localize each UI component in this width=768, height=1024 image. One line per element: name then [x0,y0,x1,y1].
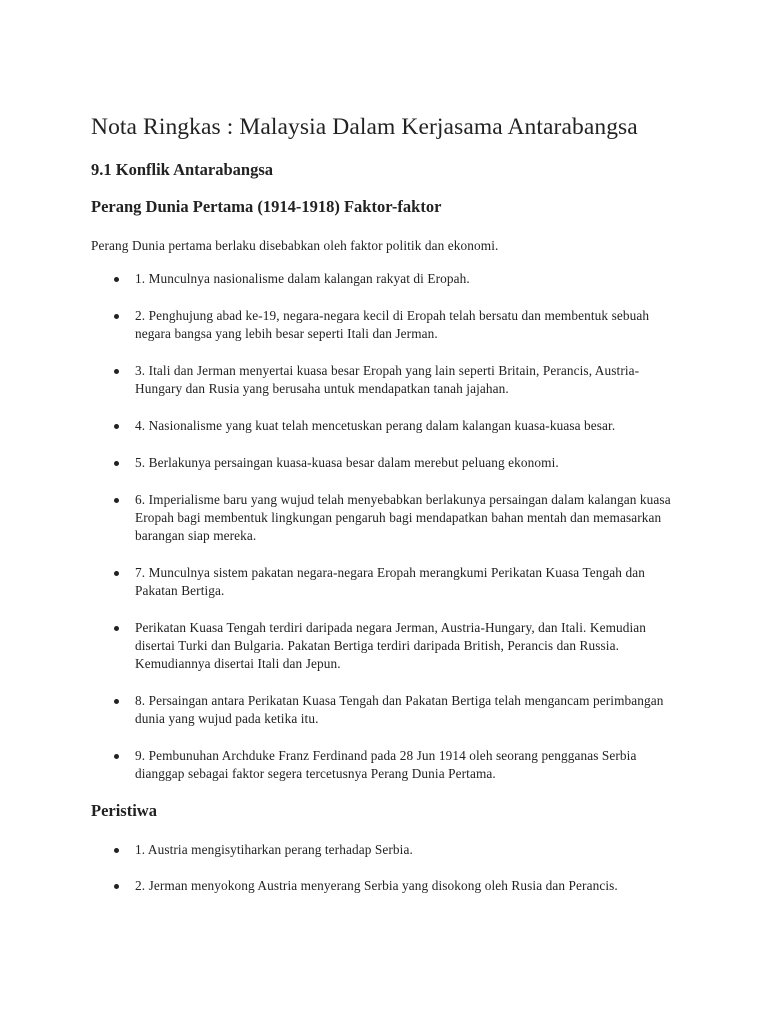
list-item [91,877,676,895]
events-heading: Peristiwa [91,801,157,820]
list-item [91,564,676,600]
list-item [91,491,676,545]
bullet-icon [114,277,119,282]
bullet-icon [114,699,119,704]
list-item [91,417,676,435]
list-item [91,692,676,728]
list-item-text: 9. Pembunuhan Archduke Franz Ferdinand pada 28 Jun 1914 oleh seorang pengganas Serbia dianggap sebagai faktor segera tercetusnya Perang Dunia Pertama. [135,748,637,781]
list-item [91,307,676,343]
list-item-text: 8. Persaingan antara Perikatan Kuasa Tengah dan Pakatan Bertiga telah mengancam perimbangan dunia yang wujud pada ketika itu. [135,693,664,726]
bullet-icon [114,754,119,759]
factors-list [91,270,676,783]
bullet-icon [114,314,119,319]
subsection-heading: Perang Dunia Pertama (1914-1918) Faktor-faktor [91,197,442,216]
bullet-icon [114,626,119,631]
bullet-icon [114,369,119,374]
list-item-text: Perikatan Kuasa Tengah terdiri daripada negara Jerman, Austria-Hungary, dan Itali. Kemudian disertai Turki dan Bulgaria. Pakatan Bertiga terdiri daripada British, Perancis dan Russia. Kemudiannya disertai Itali dan Jepun. [135,620,647,671]
list-item [91,270,676,288]
section-heading: 9.1 Konflik Antarabangsa [91,160,273,179]
list-item [91,747,676,783]
list-item-text: 7. Munculnya sistem pakatan negara-negara Eropah merangkumi Perikatan Kuasa Tengah dan Pakatan Bertiga. [135,565,645,598]
list-item [91,454,676,472]
document-title: Nota Ringkas : Malaysia Dalam Kerjasama Antarabangsa [91,114,638,140]
bullet-icon [114,571,119,576]
list-item-text: 3. Itali dan Jerman menyertai kuasa besar Eropah yang lain seperti Britain, Perancis, Austria-Hungary dan Rusia yang berusaha untuk mendapatkan tanah jajahan. [135,363,640,396]
list-item-text: 2. Jerman menyokong Austria menyerang Serbia yang disokong oleh Rusia dan Perancis. [135,878,618,893]
bullet-icon [114,461,119,466]
bullet-icon [114,498,119,503]
list-item-text: 4. Nasionalisme yang kuat telah mencetuskan perang dalam kalangan kuasa-kuasa besar. [135,418,616,433]
list-item-text: 1. Munculnya nasionalisme dalam kalangan rakyat di Eropah. [135,271,470,286]
bullet-icon [114,424,119,429]
list-item-text: 5. Berlakunya persaingan kuasa-kuasa besar dalam merebut peluang ekonomi. [135,455,559,470]
list-item [91,619,676,673]
events-list [91,841,676,895]
list-item [91,362,676,398]
intro-paragraph: Perang Dunia pertama berlaku disebabkan oleh faktor politik dan ekonomi. [91,238,499,253]
list-item [91,841,676,859]
list-item-text: 2. Penghujung abad ke-19, negara-negara kecil di Eropah telah bersatu dan membentuk sebuah negara bangsa yang lebih besar seperti Itali dan Jerman. [135,308,650,341]
bullet-icon [114,884,119,889]
bullet-icon [114,848,119,853]
list-item-text: 1. Austria mengisytiharkan perang terhadap Serbia. [135,842,413,857]
list-item-text: 6. Imperialisme baru yang wujud telah menyebabkan berlakunya persaingan dalam kalangan kuasa Eropah bagi membentuk lingkungan pengaruh bagi mendapatkan bahan mentah dan memasarkan barangan siap mereka. [135,492,671,543]
